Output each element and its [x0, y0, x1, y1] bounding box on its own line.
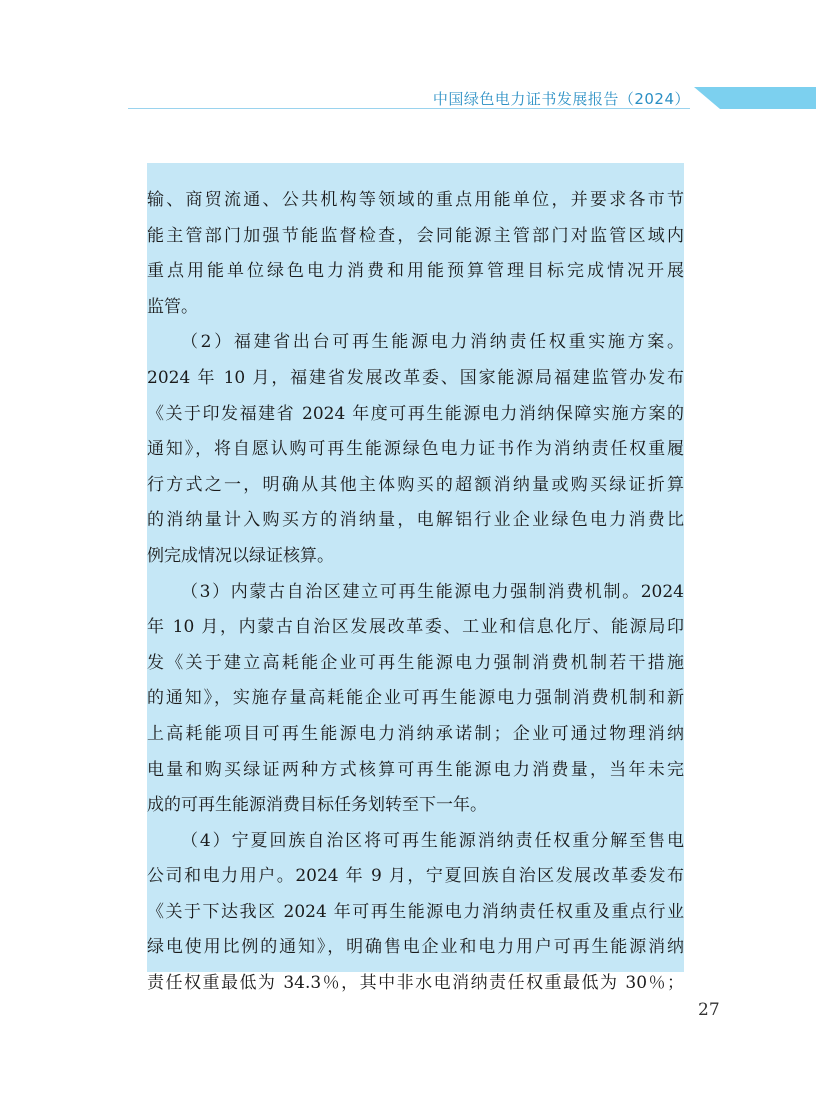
text-line: 公司和电力用户。2024 年 9 月，宁夏回族自治区发展改革委发布 [147, 866, 684, 887]
text-line: （3）内蒙古自治区建立可再生能源电力强制消费机制。2024 [181, 581, 684, 602]
text-line: 输、商贸流通、公共机构等领域的重点用能单位，并要求各市节 [147, 190, 684, 210]
text-line: 电量和购买绿证两种方式核算可再生能源电力消费量，当年未完 [147, 759, 684, 780]
text-line: 的通知》，实施存量高耗能企业可再生能源电力强制消费机制和新 [147, 688, 684, 709]
text-line: 例完成情况以绿证核算。 [147, 545, 334, 566]
header-title: 中国绿色电力证书发展报告（2024） [432, 90, 690, 108]
text-line: 重点用能单位绿色电力消费和用能预算管理目标完成情况开展 [147, 261, 684, 282]
header-tab-decoration [694, 87, 816, 109]
text-line: 绿电使用比例的通知》，明确售电企业和电力用户可再生能源消纳 [147, 937, 684, 958]
text-line: 上高耗能项目可再生能源电力消纳承诺制；企业可通过物理消纳 [147, 723, 684, 744]
text-line: 行方式之一，明确从其他主体购买的超额消纳量或购买绿证折算 [147, 474, 684, 495]
running-header [0, 80, 816, 112]
text-line: 发《关于建立高耗能企业可再生能源电力强制消费机制若干措施 [147, 652, 684, 673]
header-rule [128, 108, 690, 109]
text-line: 监管。 [147, 296, 198, 317]
text-line: 《关于下达我区 2024 年可再生能源电力消纳责任权重及重点行业 [147, 901, 684, 922]
page-number: 27 [698, 1000, 720, 1020]
text-line: （4）宁夏回族自治区将可再生能源消纳责任权重分解至售电 [181, 830, 684, 851]
text-line: 责任权重最低为 34.3％，其中非水电消纳责任权重最低为 30％； [147, 973, 684, 994]
text-line: 能主管部门加强节能监督检查，会同能源主管部门对监管区域内 [147, 225, 684, 246]
text-line: 2024 年 10 月，福建省发展改革委、国家能源局福建监管办发布 [147, 367, 684, 388]
text-line: 《关于印发福建省 2024 年度可再生能源电力消纳保障实施方案的 [147, 403, 684, 424]
text-line: 年 10 月，内蒙古自治区发展改革委、工业和信息化厅、能源局印 [147, 617, 684, 638]
text-line: 成的可再生能源消费目标任务划转至下一年。 [147, 795, 487, 816]
text-line: 的消纳量计入购买方的消纳量，电解铝行业企业绿色电力消费比 [147, 510, 684, 531]
body-text [147, 183, 684, 1002]
text-line: 通知》，将自愿认购可再生能源绿色电力证书作为消纳责任权重履 [147, 439, 684, 460]
text-line: （2）福建省出台可再生能源电力消纳责任权重实施方案。 [181, 332, 684, 353]
